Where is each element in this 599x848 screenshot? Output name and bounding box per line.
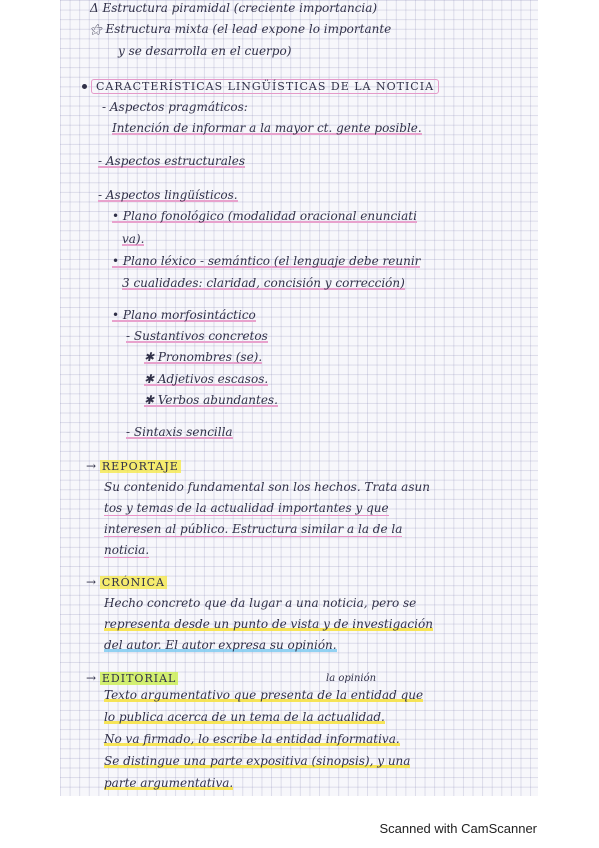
editorial-title: EDITORIAL [101,672,177,685]
cronica-title: CRÓNICA [101,576,165,589]
section-heading-row [82,79,439,94]
editorial-line-5: parte argumentativa. [104,776,234,790]
pronombres-item: ✱ Pronombres (se). [144,350,263,364]
reportaje-line-3: interesen al público. Estructura similar a la de la [104,522,403,536]
bullet-dot-icon [82,84,87,89]
cronica-line-1: Hecho concreto que da lugar a una noticia, pero se [104,596,417,610]
reportaje-title: REPORTAJE [101,460,179,473]
intro-line-3: y se desarrolla en el cuerpo) [118,44,292,58]
section-heading: CARACTERÍSTICAS LINGÜÍSTICAS DE LA NOTICIA [91,79,439,94]
reportaje-line-4: noticia. [104,543,150,557]
estructurales-label: - Aspectos estructurales [98,154,246,168]
lexico-line-2: 3 cualidades: claridad, concisión y corrección) [122,276,405,290]
reportaje-heading [86,459,181,474]
adjetivos-item: ✱ Adjetivos escasos. [144,372,269,386]
sintaxis-label: - Sintaxis sencilla [126,425,233,439]
editorial-line-4: Se distingue una parte expositiva (sinopsis), y una [104,754,411,768]
arrow-right-icon: → [86,459,97,473]
pragmaticos-label: - Aspectos pragmáticos: [102,100,248,114]
notebook-page [60,0,538,796]
cronica-line-3: del autor. El autor expresa su opinión. [104,638,337,652]
reportaje-line-2: tos y temas de la actualidad importantes y que [104,501,389,515]
lexico-line-1: • Plano léxico - semántico (el lenguaje debe reunir [112,254,421,268]
editorial-line-3: No va firmado, lo escribe la entidad informativa. [104,732,400,746]
fonologico-line-1: • Plano fonológico (modalidad oracional enunciati [112,209,417,223]
intencion-text: Intención de informar a la mayor ct. gente posible. [112,121,422,135]
editorial-insert: la opinión [326,673,377,684]
cronica-heading [86,575,167,590]
arrow-right-icon: → [86,671,97,685]
editorial-line-2: lo publica acerca de un tema de la actualidad. [104,710,385,724]
editorial-line-1: Texto argumentativo que presenta de la entidad que [104,688,424,702]
intro-line-1: Δ Estructura piramidal (creciente importancia) [90,1,378,15]
verbos-item: ✱ Verbos abundantes. [144,393,278,407]
cronica-line-2: representa desde un punto de vista y de investigación [104,617,433,631]
scanner-watermark: Scanned with CamScanner [379,821,537,836]
sustantivos-label: - Sustantivos concretos [126,329,268,343]
arrow-right-icon: → [86,575,97,589]
reportaje-line-1: Su contenido fundamental son los hechos. Trata asun [104,480,430,494]
editorial-heading [86,671,178,686]
fonologico-line-2: va). [122,232,145,246]
intro-line-2: ⚝ Estructura mixta (el lead expone lo importante [90,22,392,36]
linguisticos-label: - Aspectos lingüísticos. [98,188,238,202]
morfosintactico-label: • Plano morfosintáctico [112,308,256,322]
